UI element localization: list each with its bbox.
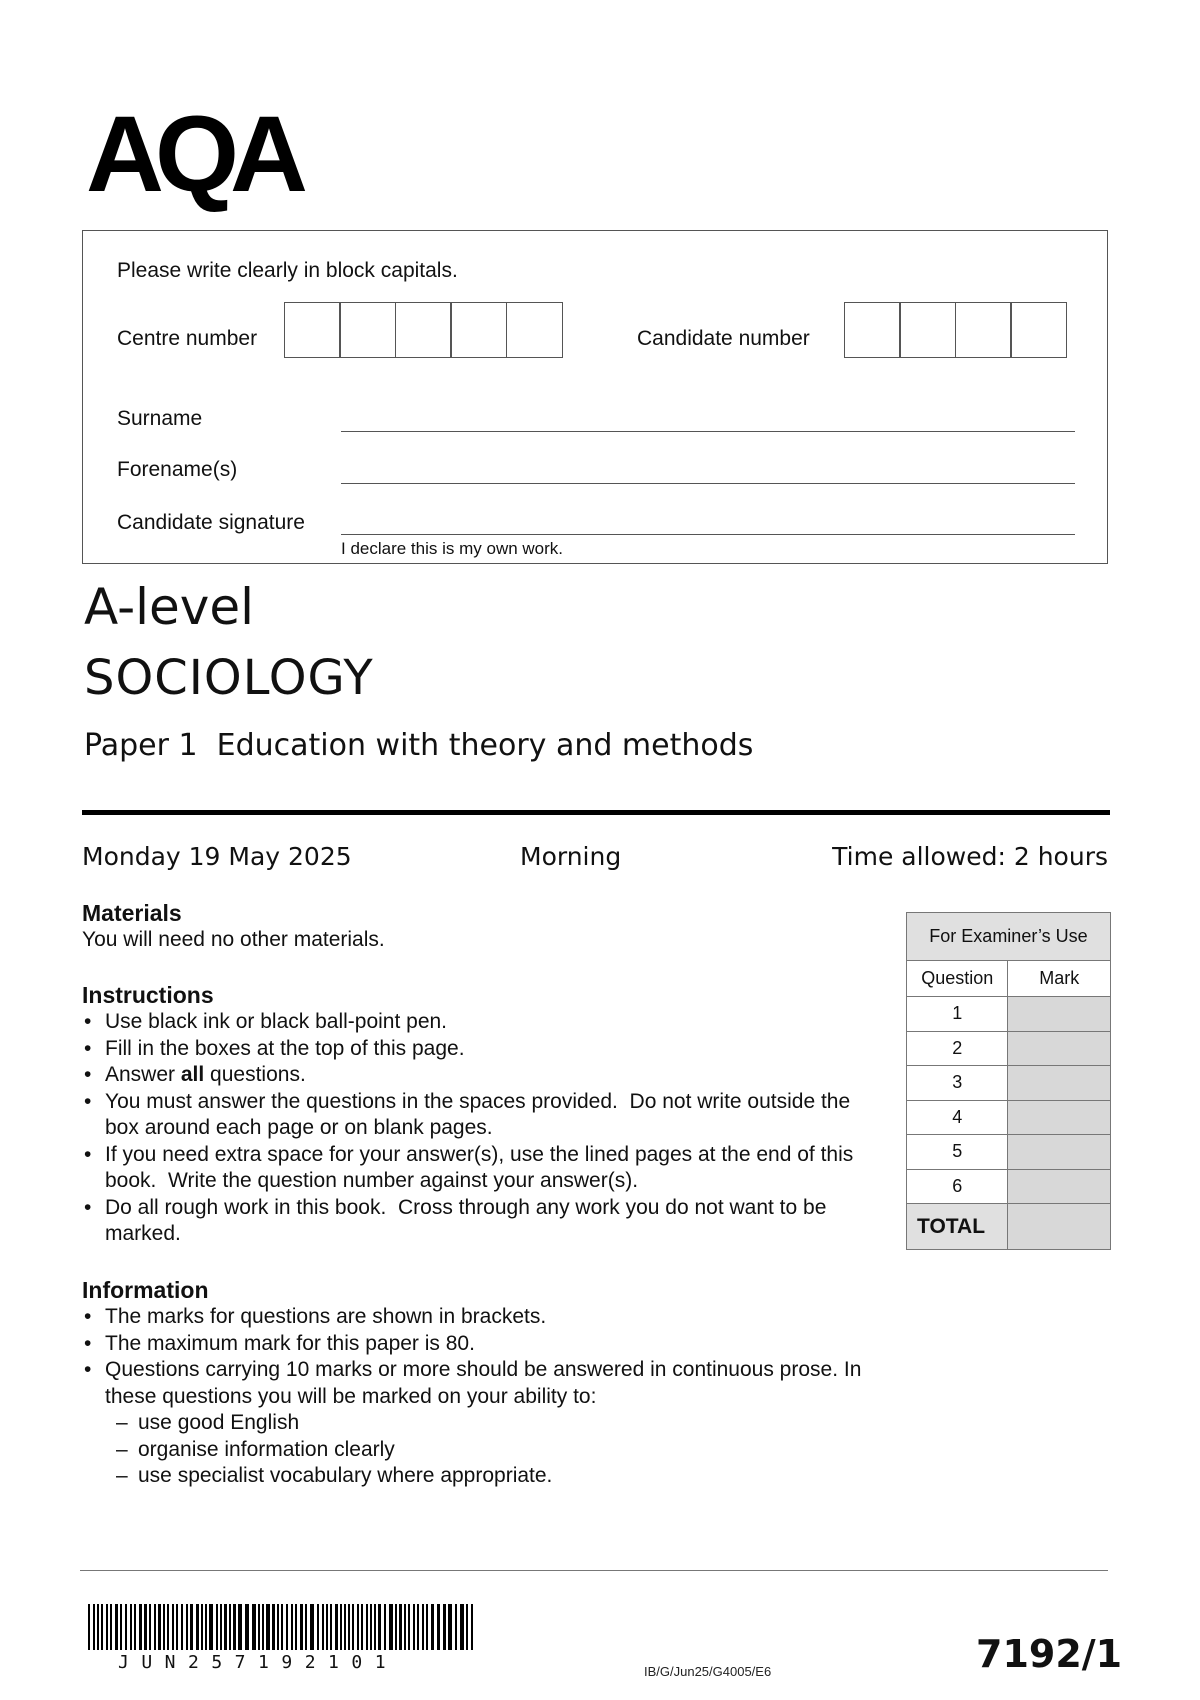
barcode-bar bbox=[326, 1604, 328, 1650]
mark-column-header: Mark bbox=[1008, 961, 1111, 997]
mark-cell bbox=[1008, 1066, 1111, 1101]
barcode-bar bbox=[134, 1604, 136, 1650]
document-reference: IB/G/Jun25/G4005/E6 bbox=[644, 1664, 772, 1679]
barcode-bar bbox=[395, 1604, 397, 1650]
barcode-bar bbox=[97, 1604, 99, 1650]
qualification-title: A-level bbox=[84, 578, 255, 636]
barcode-bar bbox=[322, 1604, 324, 1650]
total-mark-cell bbox=[1008, 1204, 1111, 1250]
centre-number-digit-box[interactable] bbox=[450, 302, 507, 358]
materials-text: You will need no other materials. bbox=[82, 928, 385, 951]
paper-code: 7192/1 bbox=[976, 1632, 1123, 1676]
barcode-bar bbox=[305, 1604, 307, 1650]
instructions-section bbox=[82, 982, 882, 1248]
footer-divider bbox=[80, 1570, 1108, 1571]
information-item: • Questions carrying 10 marks or more should be answered in continuous prose. In these questions you will be marked on your ability to: bbox=[82, 1357, 902, 1410]
barcode-bar bbox=[286, 1604, 288, 1650]
barcode-bar bbox=[115, 1604, 118, 1650]
barcode-bar bbox=[340, 1604, 342, 1650]
barcode-bar bbox=[404, 1604, 406, 1650]
instruction-text: questions. bbox=[204, 1063, 306, 1086]
barcode-bar bbox=[300, 1604, 303, 1650]
mark-cell bbox=[1008, 1135, 1111, 1170]
barcode-bar bbox=[163, 1604, 165, 1650]
examiners-use-title: For Examiner’s Use bbox=[907, 913, 1111, 961]
barcode-bar bbox=[281, 1604, 283, 1650]
barcode-bar bbox=[417, 1604, 419, 1650]
block-capitals-instruction: Please write clearly in block capitals. bbox=[117, 259, 458, 282]
barcode-bar bbox=[295, 1604, 297, 1650]
question-column-header: Question bbox=[907, 961, 1008, 997]
centre-number-digit-box[interactable] bbox=[506, 302, 563, 358]
information-list bbox=[82, 1304, 902, 1410]
candidate-details-box bbox=[82, 230, 1108, 564]
barcode-bar bbox=[93, 1604, 95, 1650]
barcode-bar bbox=[229, 1604, 231, 1650]
subject-title: SOCIOLOGY bbox=[84, 650, 374, 706]
barcode-bar bbox=[422, 1604, 424, 1650]
information-sub-item: – organise information clearly bbox=[116, 1437, 902, 1464]
barcode-bar bbox=[209, 1604, 213, 1650]
instruction-item: • If you need extra space for your answer(s), use the lined pages at the end of this book. Write the question number against your answer(s). bbox=[82, 1142, 882, 1195]
question-number: 6 bbox=[907, 1169, 1008, 1204]
barcode-bar bbox=[258, 1604, 260, 1650]
barcode-bar bbox=[455, 1604, 457, 1650]
barcode-bar bbox=[120, 1604, 122, 1650]
mark-cell bbox=[1008, 1100, 1111, 1135]
barcode-bar bbox=[262, 1604, 264, 1650]
total-label: TOTAL bbox=[907, 1204, 1008, 1250]
barcode-bar bbox=[158, 1604, 161, 1650]
barcode-bar bbox=[106, 1604, 108, 1650]
question-number: 2 bbox=[907, 1031, 1008, 1066]
centre-number-label: Centre number bbox=[117, 327, 258, 350]
barcode-bar bbox=[172, 1604, 174, 1650]
barcode-bar bbox=[348, 1604, 350, 1650]
forenames-label: Forename(s) bbox=[117, 458, 238, 481]
barcode-bar bbox=[443, 1604, 446, 1650]
barcode-bar bbox=[471, 1604, 473, 1650]
centre-number-digit-box[interactable] bbox=[395, 302, 452, 358]
barcode-text: JUN257192101 bbox=[118, 1652, 399, 1673]
materials-heading: Materials bbox=[82, 900, 182, 926]
instruction-item: • Fill in the boxes at the top of this page. bbox=[82, 1036, 882, 1063]
barcode-bar bbox=[201, 1604, 203, 1650]
instruction-emphasis: all bbox=[180, 1063, 205, 1086]
instructions-heading: Instructions bbox=[82, 982, 214, 1008]
exam-session: Morning bbox=[520, 842, 622, 871]
barcode-bar bbox=[196, 1604, 199, 1650]
examiners-use-table bbox=[906, 912, 1111, 1250]
barcode-bar bbox=[344, 1604, 346, 1650]
mark-cell bbox=[1008, 997, 1111, 1032]
barcode-bar bbox=[310, 1604, 314, 1650]
signature-label: Candidate signature bbox=[117, 511, 305, 534]
barcode-bar bbox=[176, 1604, 178, 1650]
candidate-number-boxes[interactable] bbox=[845, 302, 1067, 358]
barcode-bar bbox=[139, 1604, 142, 1650]
question-number: 5 bbox=[907, 1135, 1008, 1170]
barcode-bar bbox=[149, 1604, 151, 1650]
barcode-bar bbox=[233, 1604, 236, 1650]
barcode-bar bbox=[370, 1604, 372, 1650]
information-sub-list bbox=[82, 1410, 902, 1490]
barcode-bar bbox=[389, 1604, 393, 1650]
instruction-item: • Use black ink or black ball-point pen. bbox=[82, 1009, 882, 1036]
barcode-bar bbox=[220, 1604, 222, 1650]
barcode-bar bbox=[277, 1604, 279, 1650]
barcode-bar bbox=[272, 1604, 275, 1650]
information-heading: Information bbox=[82, 1277, 209, 1303]
barcode-bar bbox=[291, 1604, 293, 1650]
mark-cell bbox=[1008, 1031, 1111, 1066]
centre-number-boxes[interactable] bbox=[285, 302, 563, 358]
barcode-bar bbox=[154, 1604, 156, 1650]
barcode bbox=[88, 1604, 478, 1650]
barcode-bar bbox=[125, 1604, 127, 1650]
barcode-bar bbox=[437, 1604, 440, 1650]
barcode-bar bbox=[252, 1604, 256, 1650]
barcode-bar bbox=[357, 1604, 359, 1650]
barcode-bar bbox=[245, 1604, 249, 1650]
centre-number-digit-box[interactable] bbox=[284, 302, 341, 358]
surname-line[interactable] bbox=[341, 431, 1075, 432]
barcode-bar bbox=[374, 1604, 376, 1650]
barcode-bar bbox=[378, 1604, 381, 1650]
barcode-bar bbox=[431, 1604, 434, 1650]
instruction-item: • Do all rough work in this book. Cross through any work you do not want to be marked. bbox=[82, 1195, 882, 1248]
barcode-bar bbox=[224, 1604, 227, 1650]
barcode-bar bbox=[190, 1604, 193, 1650]
barcode-bar bbox=[399, 1604, 402, 1650]
barcode-bar bbox=[384, 1604, 386, 1650]
exam-date: Monday 19 May 2025 bbox=[82, 842, 352, 871]
question-number: 3 bbox=[907, 1066, 1008, 1101]
materials-section bbox=[82, 900, 882, 954]
time-allowed: Time allowed: 2 hours bbox=[832, 842, 1108, 871]
barcode-bar bbox=[408, 1604, 410, 1650]
barcode-bar bbox=[238, 1604, 242, 1650]
information-sub-item: – use good English bbox=[116, 1410, 902, 1437]
title-divider bbox=[82, 810, 1110, 815]
barcode-bar bbox=[88, 1604, 90, 1650]
information-item: • The marks for questions are shown in brackets. bbox=[82, 1304, 902, 1331]
forenames-line[interactable] bbox=[341, 483, 1075, 484]
barcode-bar bbox=[266, 1604, 270, 1650]
instruction-text: Answer bbox=[105, 1063, 181, 1086]
barcode-bar bbox=[466, 1604, 468, 1650]
barcode-bar bbox=[205, 1604, 207, 1650]
barcode-bar bbox=[330, 1604, 332, 1650]
barcode-bar bbox=[144, 1604, 147, 1650]
candidate-number-digit-box[interactable] bbox=[1010, 302, 1067, 358]
information-sub-item: – use specialist vocabulary where appropriate. bbox=[116, 1463, 902, 1490]
question-number: 1 bbox=[907, 997, 1008, 1032]
centre-number-digit-box[interactable] bbox=[339, 302, 396, 358]
information-section bbox=[82, 1277, 902, 1490]
barcode-bar bbox=[216, 1604, 218, 1650]
question-number: 4 bbox=[907, 1100, 1008, 1135]
barcode-bar bbox=[460, 1604, 464, 1650]
information-item: • The maximum mark for this paper is 80. bbox=[82, 1331, 902, 1358]
candidate-number-digit-box[interactable] bbox=[899, 302, 956, 358]
barcode-bar bbox=[426, 1604, 428, 1650]
instructions-list bbox=[82, 1009, 882, 1248]
aqa-logo: AQA bbox=[86, 93, 299, 214]
candidate-number-digit-box[interactable] bbox=[955, 302, 1012, 358]
candidate-number-label: Candidate number bbox=[637, 327, 810, 350]
barcode-bar bbox=[101, 1604, 103, 1650]
signature-line[interactable] bbox=[341, 534, 1075, 535]
barcode-bar bbox=[167, 1604, 169, 1650]
barcode-bar bbox=[366, 1604, 368, 1650]
barcode-bar bbox=[181, 1604, 183, 1650]
barcode-bar bbox=[110, 1604, 112, 1650]
barcode-bar bbox=[130, 1604, 132, 1650]
paper-title: Paper 1 Education with theory and methods bbox=[84, 728, 754, 763]
instruction-item bbox=[82, 1062, 882, 1089]
instruction-item: • You must answer the questions in the spaces provided. Do not write outside the box around each page or on blank pages. bbox=[82, 1089, 882, 1142]
surname-label: Surname bbox=[117, 407, 203, 430]
declaration-text: I declare this is my own work. bbox=[341, 539, 564, 558]
barcode-bar bbox=[335, 1604, 338, 1650]
barcode-bar bbox=[413, 1604, 415, 1650]
barcode-bar bbox=[448, 1604, 452, 1650]
barcode-bar bbox=[352, 1604, 354, 1650]
barcode-bar bbox=[186, 1604, 188, 1650]
barcode-bar bbox=[361, 1604, 363, 1650]
candidate-number-digit-box[interactable] bbox=[844, 302, 901, 358]
barcode-bar bbox=[317, 1604, 319, 1650]
mark-cell bbox=[1008, 1169, 1111, 1204]
